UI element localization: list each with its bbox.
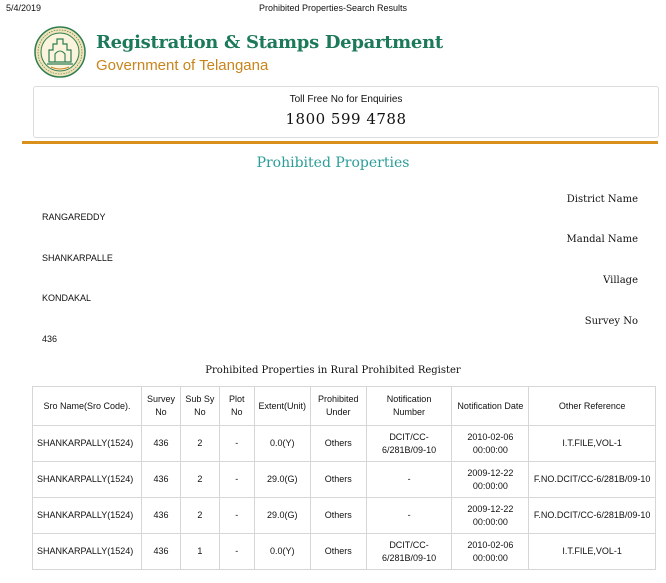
table-cell: 29.0(G) — [254, 462, 310, 498]
government-name: Government of Telangana — [96, 57, 269, 74]
section-title: Prohibited Properties — [256, 155, 410, 171]
table-cell: I.T.FILE,VOL-1 — [529, 534, 656, 570]
table-cell: SHANKARPALLY(1524) — [33, 462, 142, 498]
mandal-value: SHANKARPALLE — [42, 253, 113, 263]
column-header: Extent(Unit) — [254, 387, 310, 426]
divider — [22, 141, 658, 144]
table-cell: 436 — [141, 426, 180, 462]
table-cell: 2009-12-22 00:00:00 — [452, 462, 529, 498]
table-cell: Others — [310, 498, 366, 534]
table-cell: 2 — [180, 462, 219, 498]
table-cell: Others — [310, 462, 366, 498]
table-cell: 29.0(G) — [254, 498, 310, 534]
column-header: Sro Name(Sro Code). — [33, 387, 142, 426]
table-cell: 0.0(Y) — [254, 534, 310, 570]
tollfree-box — [33, 86, 659, 138]
table-cell: 436 — [141, 498, 180, 534]
table-header-row — [33, 387, 656, 426]
table-cell: 1 — [180, 534, 219, 570]
table-cell: Others — [310, 534, 366, 570]
print-title: Prohibited Properties-Search Results — [258, 3, 408, 13]
table-row — [33, 534, 656, 570]
table-cell: - — [219, 462, 254, 498]
table-cell: Others — [310, 426, 366, 462]
table-cell: DCIT/CC-6/281B/09-10 — [366, 534, 452, 570]
table-cell: SHANKARPALLY(1524) — [33, 534, 142, 570]
column-header: Plot No — [219, 387, 254, 426]
department-name: Registration & Stamps Department — [96, 32, 443, 53]
table-cell: I.T.FILE,VOL-1 — [529, 426, 656, 462]
table-cell: SHANKARPALLY(1524) — [33, 426, 142, 462]
print-header — [0, 3, 666, 17]
prohibited-properties-table — [32, 386, 656, 570]
column-header: Sub Sy No — [180, 387, 219, 426]
tollfree-label: Toll Free No for Enquiries — [289, 94, 403, 105]
column-header: Notification Date — [452, 387, 529, 426]
table-cell: 436 — [141, 534, 180, 570]
village-value: KONDAKAL — [42, 293, 92, 303]
table-cell: - — [366, 498, 452, 534]
district-label: District Name — [566, 194, 638, 205]
table-cell: - — [219, 426, 254, 462]
table-cell: 2010-02-06 00:00:00 — [452, 534, 529, 570]
table-cell: - — [219, 498, 254, 534]
table-caption: Prohibited Properties in Rural Prohibited Register — [205, 365, 461, 376]
table-row — [33, 498, 656, 534]
table-cell: 2009-12-22 00:00:00 — [452, 498, 529, 534]
table-cell: F.NO.DCIT/CC-6/281B/09-10 — [529, 498, 656, 534]
table-cell: DCIT/CC-6/281B/09-10 — [366, 426, 452, 462]
tollfree-number: 1800 599 4788 — [285, 110, 407, 128]
table-cell: - — [366, 462, 452, 498]
survey-label: Survey No — [584, 316, 638, 327]
table-cell: 0.0(Y) — [254, 426, 310, 462]
print-date: 5/4/2019 — [6, 3, 42, 13]
table-cell: 2 — [180, 498, 219, 534]
table-cell: F.NO.DCIT/CC-6/281B/09-10 — [529, 462, 656, 498]
table-cell: 436 — [141, 462, 180, 498]
mandal-label: Mandal Name — [566, 234, 638, 245]
table-cell: 2010-02-06 00:00:00 — [452, 426, 529, 462]
village-label: Village — [603, 275, 638, 286]
column-header: Prohibited Under — [310, 387, 366, 426]
table-cell: - — [219, 534, 254, 570]
survey-value: 436 — [42, 334, 58, 344]
table-cell: 2 — [180, 426, 219, 462]
telangana-state-emblem-icon — [34, 26, 86, 78]
column-header: Notification Number — [366, 387, 452, 426]
table-row — [33, 426, 656, 462]
table-cell: SHANKARPALLY(1524) — [33, 498, 142, 534]
column-header: Other Reference — [529, 387, 656, 426]
table-row — [33, 462, 656, 498]
column-header: Survey No — [141, 387, 180, 426]
district-value: RANGAREDDY — [42, 212, 106, 222]
